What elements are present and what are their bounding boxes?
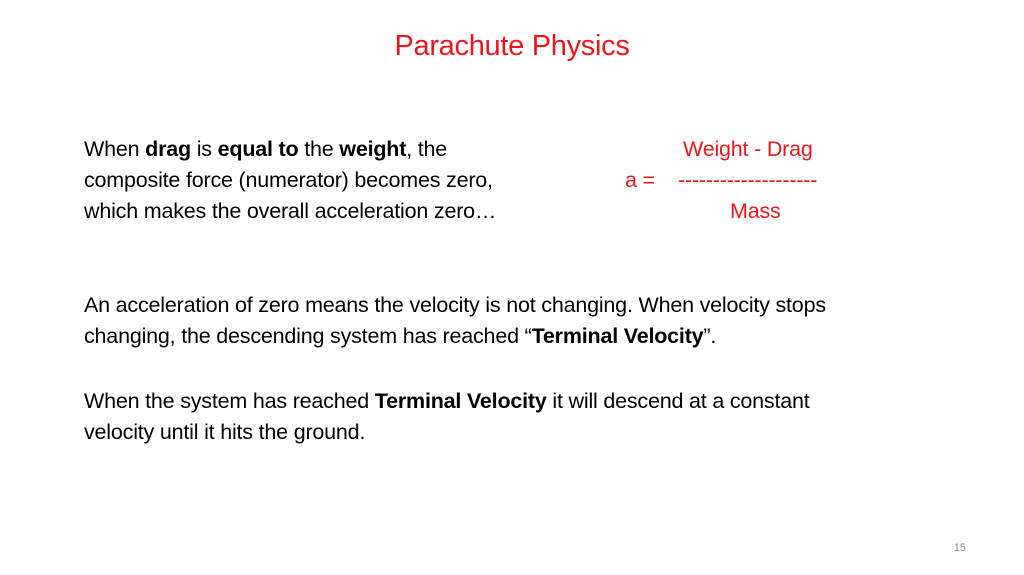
paragraph-line — [84, 386, 810, 417]
paragraph-line: An acceleration of zero means the velocity is not changing. When velocity stops — [84, 293, 826, 317]
bold-text-terminal-velocity: Terminal Velocity — [374, 389, 547, 413]
formula-fraction-bar: -------------------- — [678, 168, 818, 192]
paragraph-line: velocity until it hits the ground. — [84, 420, 366, 444]
text-run: the — [298, 137, 340, 161]
text-run: , the — [406, 137, 448, 161]
zero-acceleration-paragraph — [84, 290, 826, 352]
text-run: When — [84, 137, 146, 161]
text-run: changing, the descending system has reached “ — [84, 324, 532, 348]
formula-acceleration-symbol: a = — [625, 168, 655, 192]
text-run: it will descend at a constant — [546, 389, 810, 413]
paragraph-line — [84, 321, 826, 352]
drag-equals-weight-paragraph — [84, 134, 496, 227]
terminal-velocity-paragraph — [84, 386, 810, 448]
text-run: When the system has reached — [84, 389, 375, 413]
slide-title: Parachute Physics — [394, 30, 630, 62]
bold-text-terminal-velocity: Terminal Velocity — [531, 324, 704, 348]
formula-numerator: Weight - Drag — [683, 137, 813, 161]
text-run: ”. — [703, 324, 717, 348]
formula-denominator: Mass — [730, 199, 781, 223]
bold-text-weight: weight — [339, 137, 407, 161]
slide-number: 15 — [953, 542, 966, 554]
text-run: is — [190, 137, 218, 161]
paragraph-line: composite force (numerator) becomes zero, — [84, 168, 493, 192]
paragraph-line: which makes the overall acceleration zero… — [84, 199, 497, 223]
bold-text-drag: drag — [145, 137, 191, 161]
bold-text-equal-to: equal to — [217, 137, 299, 161]
paragraph-line — [84, 134, 496, 165]
